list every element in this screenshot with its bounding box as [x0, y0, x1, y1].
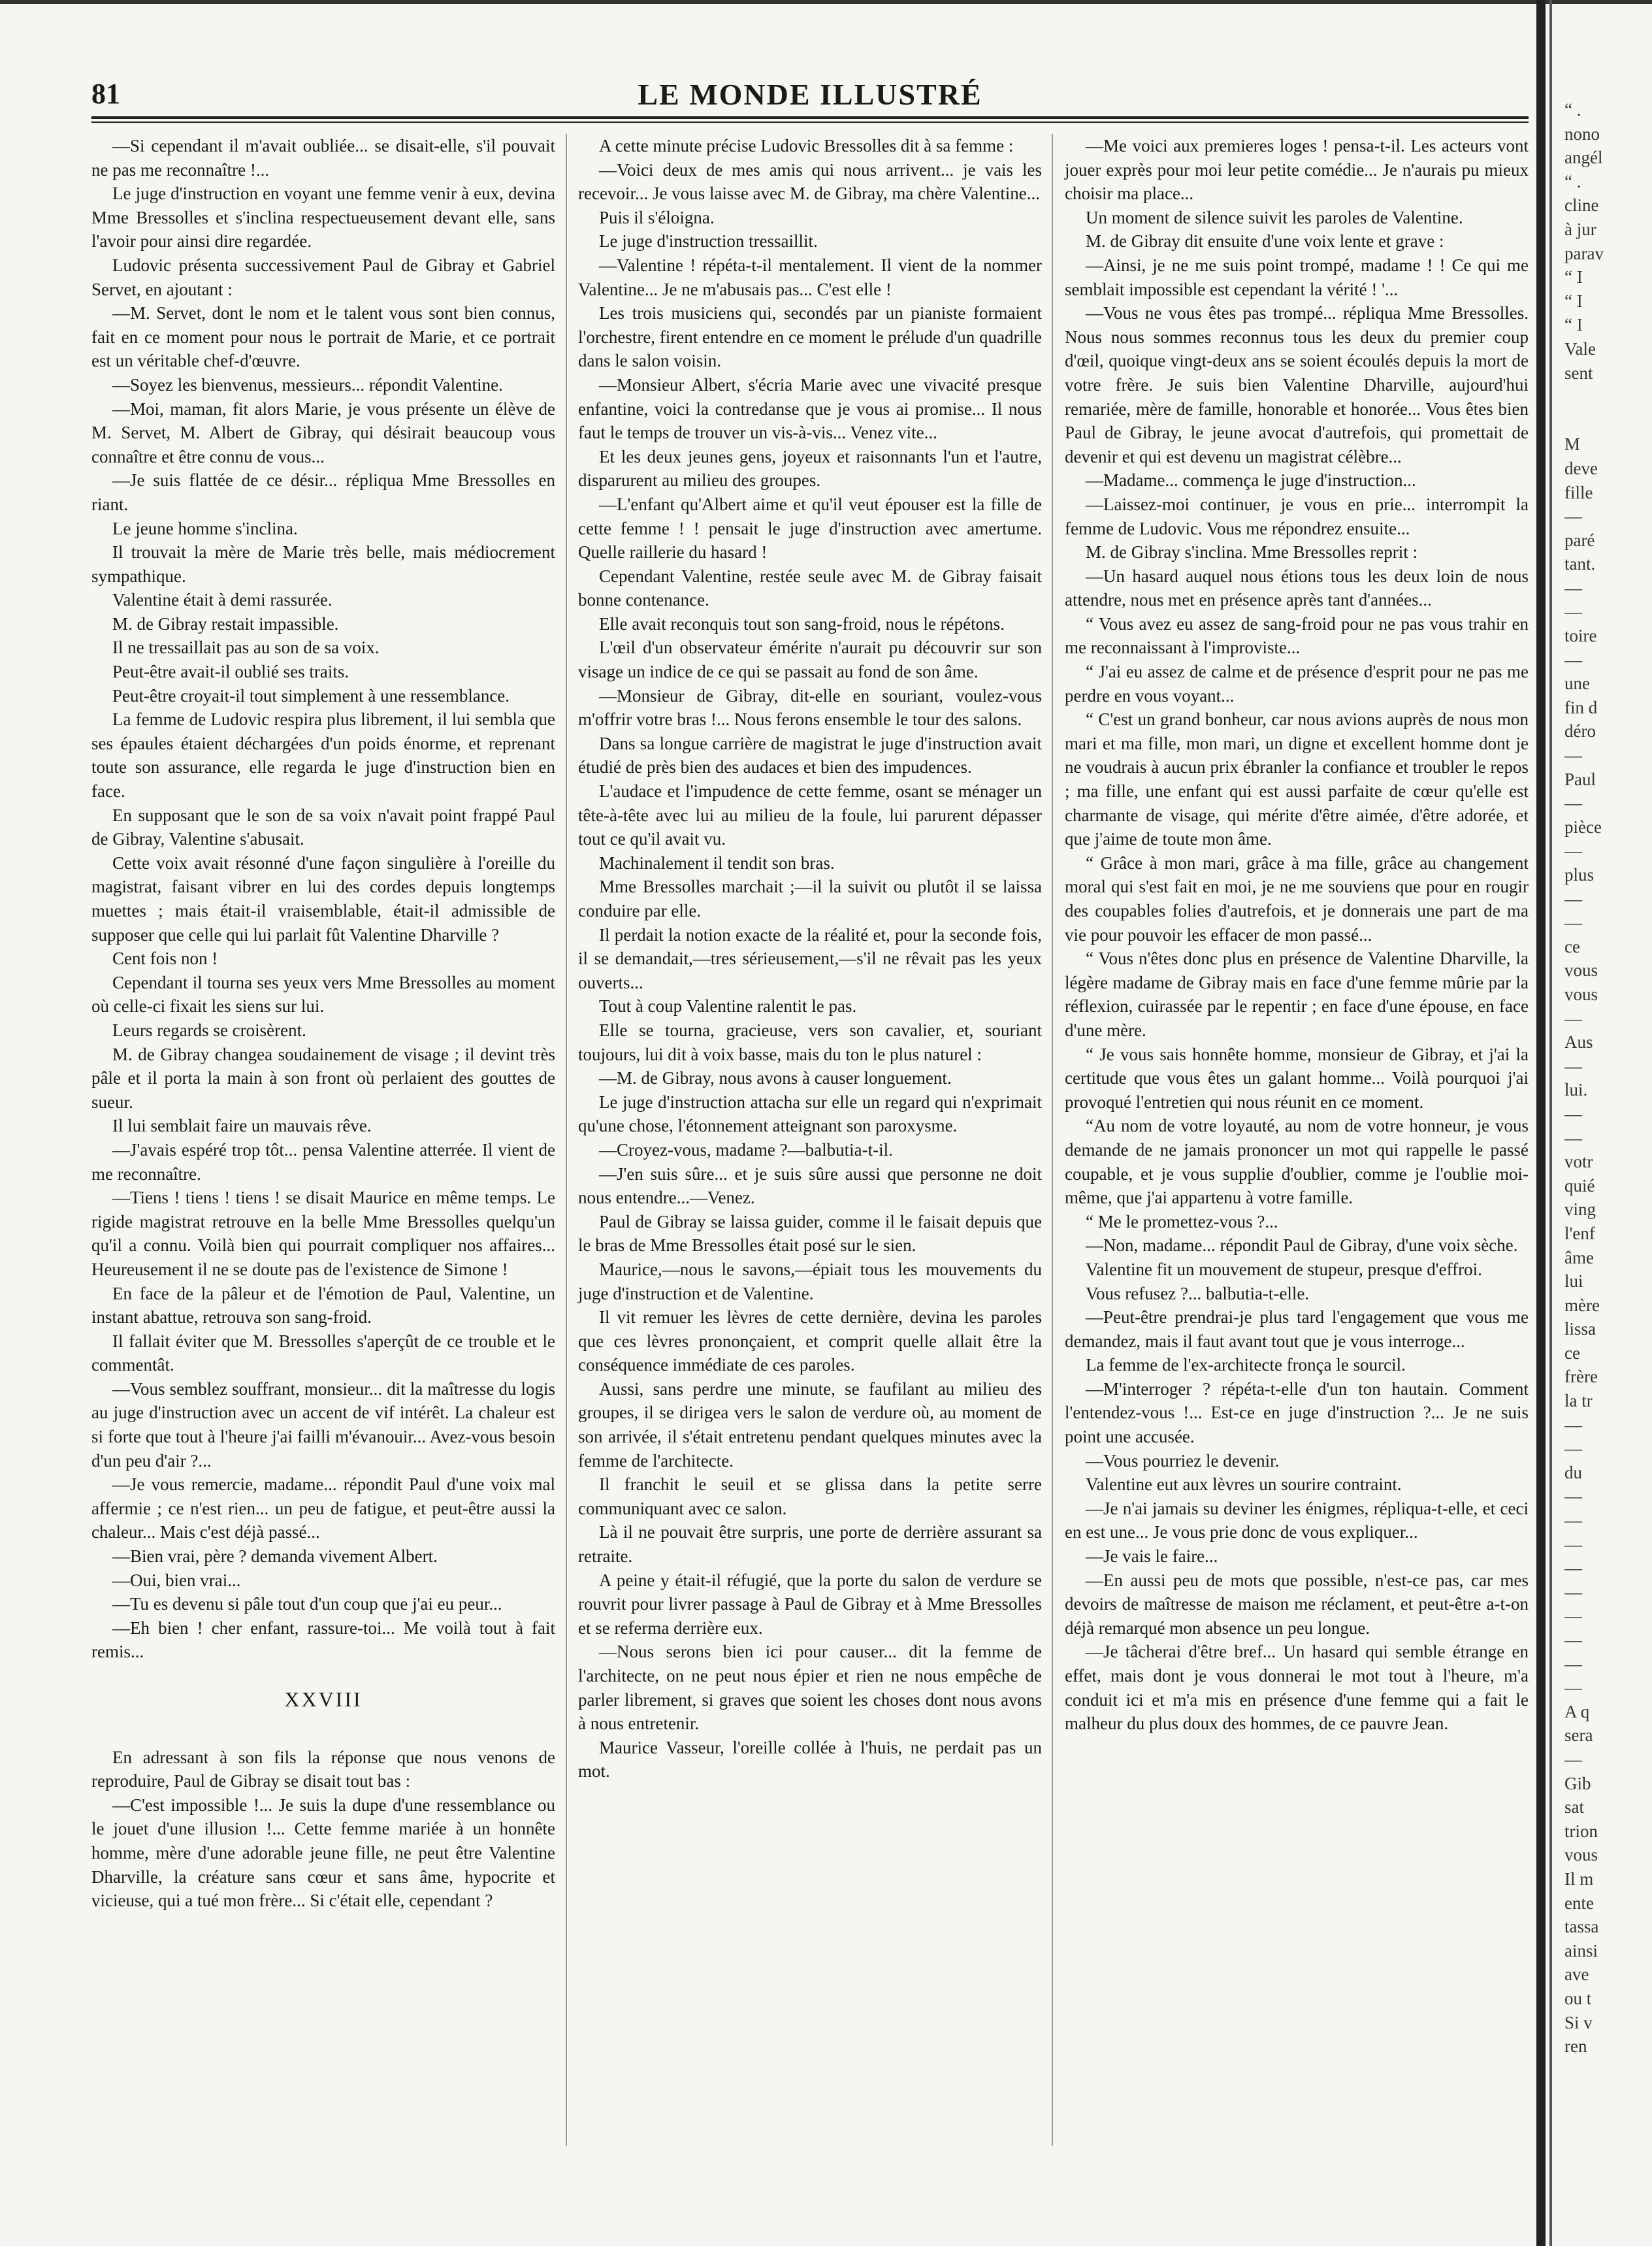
fragment-line: ving	[1564, 1199, 1596, 1220]
header-rule	[91, 116, 1529, 119]
paragraph: —Un hasard auquel nous étions tous les deux loin de nous attendre, nous met en présence après tant d'années...	[1065, 566, 1529, 610]
paragraph: —L'enfant qu'Albert aime et qu'il veut épouser est la fille de cette femme ! ! pensait le juge d'instruction avec amertume. Quelle raillerie du hasard !	[578, 494, 1042, 562]
fragment-line: sat	[1564, 1797, 1584, 1817]
paragraph: Cependant il tourna ses yeux vers Mme Bressolles au moment où celle-ci fixait les siens sur lui.	[91, 972, 555, 1017]
paragraph: —Peut-être prendrai-je plus tard l'engagement que vous me demandez, mais il faut avant tout que je vous interroge...	[1065, 1307, 1529, 1351]
fragment-line: —	[1564, 1439, 1582, 1459]
paragraph: Elle se tourna, gracieuse, vers son cavalier, et, souriant toujours, lui dit à voix basse, mais du ton le plus naturel :	[578, 1020, 1042, 1064]
paragraph: Puis il s'éloigna.	[599, 207, 715, 227]
fragment-line: —	[1564, 578, 1582, 598]
fragment-line: âme	[1564, 1247, 1594, 1267]
fragment-line: Il m	[1564, 1868, 1594, 1889]
paragraph: —J'en suis sûre... et je suis sûre aussi que personne ne doit nous entendre...—Venez.	[578, 1164, 1042, 1208]
fragment-line: Paul	[1564, 769, 1596, 789]
fragment-line: parav	[1564, 243, 1604, 263]
fragment-line: —	[1564, 649, 1582, 670]
fragment-line: —	[1564, 1653, 1582, 1674]
paragraph: Il perdait la notion exacte de la réalité et, pour la seconde fois, il se demandait,—tres sérieusement,—s'il ne rêvait pas les yeux ouverts...	[578, 924, 1042, 992]
paragraph: “Au nom de votre loyauté, au nom de votre honneur, je vous demande de ne jamais prononcer un mot qui rappelle le passé coupable, et je vous supplie d'oublier, comme je l'oublie moi-même, que j'ai appartenu à votre famille.	[1065, 1116, 1529, 1208]
fragment-line: angél	[1564, 148, 1603, 168]
paragraph: —Nous serons bien ici pour causer... dit la femme de l'architecte, on ne peut nous épier et rien ne nous empêche de parler librement, si graves que soient les choses dont nous avons à nous entretenir.	[578, 1642, 1042, 1734]
paragraph: Un moment de silence suivit les paroles de Valentine.	[1086, 207, 1463, 227]
paragraph: Il trouvait la mère de Marie très belle, mais médiocrement sympathique.	[91, 542, 555, 586]
paragraph: Il ne tressaillait pas au son de sa voix.	[112, 638, 380, 658]
fragment-line: lissa	[1564, 1319, 1596, 1339]
paragraph: Il lui semblait faire un mauvais rêve.	[112, 1116, 372, 1136]
fragment-line: —	[1564, 1128, 1582, 1148]
chapter-heading: XXVIII	[284, 1687, 363, 1711]
paragraph: —M. Servet, dont le nom et le talent vous sont bien connus, fait en ce moment pour nous le portrait de Marie, et ce portrait est un véritable chef-d'œuvre.	[91, 303, 555, 371]
fragment-line: vous	[1564, 960, 1598, 981]
paragraph: Machinalement il tendit son bras.	[599, 853, 835, 873]
paragraph: —Valentine ! répéta-t-il mentalement. Il vient de la nommer Valentine... Je ne m'abusais pas... C'est elle !	[578, 255, 1042, 299]
paragraph: Cependant Valentine, restée seule avec M. de Gibray faisait bonne contenance.	[578, 566, 1042, 610]
paragraph: La femme de Ludovic respira plus librement, il lui sembla que ses épaules étaient déchargées d'un poids énorme, et reprenant toute son assurance, elle regarda le juge d'instruction bien en face.	[91, 709, 555, 802]
fragment-line: Si v	[1564, 2012, 1593, 2032]
fragment-line: ce	[1564, 936, 1580, 956]
paragraph: —C'est impossible !... Je suis la dupe d'une ressemblance ou le jouet d'une illusion !... Cette femme mariée à un honnête homme, mère d'une adorable jeune fille, ne peut être Valentine Dharville, la créature sans cœur et sans âme, hypocrite et vicieuse, qui a tué mon frère... Si c'était elle, cependant ?	[91, 1795, 555, 1911]
fragment-line: du	[1564, 1462, 1582, 1482]
fragment-line: ente	[1564, 1893, 1594, 1913]
paragraph: —Vous pourriez le devenir.	[1086, 1450, 1280, 1471]
paragraph: Là il ne pouvait être surpris, une porte de derrière assurant sa retraite.	[578, 1522, 1042, 1567]
fragment-line: trion	[1564, 1821, 1598, 1841]
paragraph: L'audace et l'impudence de cette femme, osant se ménager un tête-à-tête avec lui au milieu de la foule, lui parurent dépasser tout ce qu'il avait vu.	[578, 781, 1042, 849]
fragment-line: —	[1564, 1510, 1582, 1531]
top-border	[0, 0, 1652, 4]
paragraph: —En aussi peu de mots que possible, n'est-ce pas, car mes devoirs de maîtresse de maison me réclament, et peut-être a-t-on déjà remarqué mon absence un peu longue.	[1065, 1570, 1529, 1638]
paragraph: Il vit remuer les lèvres de cette dernière, devina les paroles que ces lèvres prononçaient, et comprit quelle allait être la conséquence immédiate de ces paroles.	[578, 1307, 1042, 1375]
fragment-line: quié	[1564, 1175, 1595, 1196]
paragraph: Les trois musiciens qui, secondés par un pianiste formaient l'orchestre, firent entendre en ce moment le prélude d'un quadrille dans le salon voisin.	[578, 303, 1042, 371]
paragraph: “ Me le promettez-vous ?...	[1086, 1211, 1278, 1231]
paragraph: Paul de Gibray se laissa guider, comme il le faisait depuis que le bras de Mme Bressolles était posé sur le sien.	[578, 1211, 1042, 1256]
fragment-line: —	[1564, 1606, 1582, 1626]
fragment-line: —	[1564, 1582, 1582, 1602]
fragment-line: l'enf	[1564, 1223, 1595, 1243]
fragment-line: mère	[1564, 1295, 1600, 1315]
paragraph: M. de Gibray changea soudainement de visage ; il devint très pâle et il porta la main à son front où perlaient des gouttes de sueur.	[91, 1044, 555, 1112]
text-column-3	[1065, 134, 1529, 1736]
column-separator	[566, 134, 567, 2146]
fragment-line: toire	[1564, 626, 1597, 646]
paragraph: Cent fois non !	[112, 949, 218, 969]
paragraph: —Eh bien ! cher enfant, rassure-toi... Me voilà tout à fait remis...	[91, 1618, 555, 1662]
fragment-line: nono	[1564, 123, 1600, 144]
paragraph: —M. de Gibray, nous avons à causer longuement.	[599, 1068, 952, 1088]
paragraph: —Tiens ! tiens ! tiens ! se disait Maurice en même temps. Le rigide magistrat retrouve en la belle Mme Bressolles quelqu'un qu'il a connu. Voilà bien qui pourrait compliquer nos affaires... Heureusement il ne se doute pas de l'existence de Simone !	[91, 1188, 555, 1279]
paragraph: —Je vais le faire...	[1086, 1546, 1218, 1567]
paragraph: —Ainsi, je ne me suis point trompé, madame ! ! Ce qui me semblait impossible est cependant la vérité ! '...	[1065, 255, 1529, 299]
paragraph: Mme Bressolles marchait ;—il la suivit ou plutôt il se laissa conduire par elle.	[578, 877, 1042, 920]
paragraph: “ J'ai eu assez de calme et de présence d'esprit pour ne pas me perdre en vous voyant...	[1065, 662, 1529, 706]
fragment-line: “ I	[1564, 291, 1583, 311]
fragment-line: —	[1564, 1630, 1582, 1650]
paragraph: “ C'est un grand bonheur, car nous avions auprès de nous mon mari et ma fille, mon mari, un digne et excellent homme dont je ne voudrais à aucun prix ébranler la confiance et troubler le repos ; ma fille, une enfant qui est aussi parfaite de cœur qu'elle est charmante de visage, qui mérite d'être aimée, d'être adorée, et que j'aime de toute mon âme.	[1065, 709, 1529, 849]
fragment-line: —	[1564, 1103, 1582, 1124]
fragment-line: “ I	[1564, 315, 1583, 335]
fragment-line: sent	[1564, 363, 1593, 383]
paragraph: Le juge d'instruction en voyant une femme venir à eux, devina Mme Bressolles et s'inclina respectueusement devant elle, sans l'avoir pour ainsi dire regardée.	[91, 184, 555, 252]
paragraph: M. de Gibray s'inclina. Mme Bressolles reprit :	[1086, 542, 1418, 562]
paragraph: —Laissez-moi continuer, je vous en prie... interrompit la femme de Ludovic. Vous me répondrez ensuite...	[1065, 494, 1529, 538]
fragment-line: “ .	[1564, 100, 1581, 120]
page-number: 81	[91, 78, 120, 110]
fragment-line	[1564, 385, 1649, 409]
paragraph: Maurice Vasseur, l'oreille collée à l'huis, ne perdait pas un mot.	[578, 1737, 1042, 1782]
fragment-line: —	[1564, 1678, 1582, 1698]
paragraph: Et les deux jeunes gens, joyeux et raisonnants l'un et l'autre, disparurent au milieu des groupes.	[578, 446, 1042, 491]
paragraph: —Je tâcherai d'être bref... Un hasard qui semble étrange en effet, mais dont je vous donnerai le mot tout à l'heure, m'a conduit ici et m'a mis en présence d'une femme qui a fait le malheur du plus doux des hommes, de ce pauvre Jean.	[1065, 1642, 1529, 1734]
fragment-line: une	[1564, 674, 1590, 694]
paragraph: —Croyez-vous, madame ?—balbutia-t-il.	[599, 1139, 893, 1160]
fragment-line: —	[1564, 506, 1582, 527]
fragment-line: paré	[1564, 530, 1595, 550]
fragment-line: tassa	[1564, 1917, 1599, 1937]
paragraph: Dans sa longue carrière de magistrat le juge d'instruction avait étudié de près bien des audaces et bien des impudences.	[578, 733, 1042, 777]
paragraph: —Voici deux de mes amis qui nous arrivent... je vais les recevoir... Je vous laisse avec M. de Gibray, ma chère Valentine...	[578, 159, 1042, 204]
fragment-line: vous	[1564, 1845, 1598, 1865]
fragment-line	[1564, 409, 1649, 433]
paragraph: —Vous semblez souffrant, monsieur... dit la maîtresse du logis au juge d'instruction avec un accent de vif intérêt. La chaleur est si forte que tout à l'heure j'ai failli m'évanouir... Avez-vous besoin d'un peu d'air ?...	[91, 1378, 555, 1471]
paragraph: Il franchit le seuil et se glissa dans la petite serre communiquant avec ce salon.	[578, 1474, 1042, 1518]
text-column-2	[578, 134, 1042, 1783]
paragraph: —Moi, maman, fit alors Marie, je vous présente un élève de M. Servet, M. Albert de Gibray, qui désirait beaucoup vous connaître et être connu de vous...	[91, 399, 555, 466]
paragraph: —Je n'ai jamais su deviner les énigmes, répliqua-t-elle, et ceci en est une... Je vous prie donc de vous expliquer...	[1065, 1498, 1529, 1542]
fragment-line: —	[1564, 745, 1582, 766]
paragraph: —Bien vrai, père ? demanda vivement Albert.	[112, 1546, 438, 1567]
fragment-line: —	[1564, 913, 1582, 933]
paragraph: —Oui, bien vrai...	[112, 1570, 241, 1590]
paragraph: En adressant à son fils la réponse que nous venons de reproduire, Paul de Gibray se disait tout bas :	[91, 1747, 555, 1791]
paragraph: Valentine fit un mouvement de stupeur, presque d'effroi.	[1086, 1259, 1482, 1279]
fragment-line: —	[1564, 1534, 1582, 1554]
journal-title: LE MONDE ILLUSTRÉ	[638, 78, 982, 111]
paragraph: L'œil d'un observateur émérite n'aurait pu découvrir sur son visage un indice de ce qui se passait au fond de son âme.	[578, 638, 1042, 682]
fragment-line: Vale	[1564, 338, 1596, 359]
paragraph: —Je suis flattée de ce désir... répliqua Mme Bressolles en riant.	[91, 470, 555, 514]
paragraph: —Si cependant il m'avait oubliée... se disait-elle, s'il pouvait ne pas me reconnaître !...	[91, 136, 555, 180]
binding-edge	[1536, 0, 1546, 2246]
paragraph: A cette minute précise Ludovic Bressolles dit à sa femme :	[599, 136, 1014, 155]
fragment-line: à jur	[1564, 219, 1596, 239]
fragment-line: —	[1564, 1486, 1582, 1506]
fragment-line: —	[1564, 1749, 1582, 1769]
paragraph: —Me voici aux premieres loges ! pensa-t-il. Les acteurs vont jouer exprès pour moi leur petite comédie... Je n'aurais pu mieux choisir ma place...	[1065, 136, 1529, 204]
paragraph: —Tu es devenu si pâle tout d'un coup que j'ai eu peur...	[112, 1594, 502, 1614]
paragraph: Vous refusez ?... balbutia-t-elle.	[1086, 1283, 1310, 1303]
fragment-line: frère	[1564, 1367, 1598, 1387]
header-rule-thin	[91, 122, 1529, 123]
paragraph: Le juge d'instruction tressaillit.	[599, 231, 818, 252]
fragment-line: cline	[1564, 195, 1599, 216]
fragment-line: —	[1564, 1056, 1582, 1076]
paragraph: “ Grâce à mon mari, grâce à ma fille, grâce au changement moral qui s'est fait en moi, je ne me souviens que pour en rougir des coupables folies d'autrefois, et je donnerais une part de ma vie pour pouvoir les effacer de mon passé...	[1065, 853, 1529, 945]
fragment-line: Gib	[1564, 1773, 1591, 1793]
fragment-line: —	[1564, 1414, 1582, 1435]
paragraph: —Monsieur Albert, s'écria Marie avec une vivacité presque enfantine, voici la contredanse que je vous ai promise... Il nous faut le temps de trouver un vis-à-vis... Venez vite...	[578, 374, 1042, 443]
paragraph: —M'interroger ? répéta-t-elle d'un ton hautain. Comment l'entendez-vous !... Est-ce en juge d'instruction ?... Je ne suis point une accusée.	[1065, 1378, 1529, 1447]
fragment-line: ou t	[1564, 1988, 1592, 2008]
fragment-line: ce	[1564, 1343, 1580, 1363]
fragment-line: “ I	[1564, 267, 1583, 287]
fragment-line: M	[1564, 434, 1581, 455]
fragment-line: déro	[1564, 721, 1596, 741]
fragment-line: Aus	[1564, 1032, 1593, 1052]
fragment-line: “ .	[1564, 171, 1581, 191]
fragment-line: —	[1564, 793, 1582, 813]
fragment-line: votr	[1564, 1152, 1593, 1172]
paragraph: —J'avais espéré trop tôt... pensa Valentine atterrée. Il vient de me reconnaître.	[91, 1139, 555, 1184]
paragraph: Cette voix avait résonné d'une façon singulière à l'oreille du magistrat, faisant vibrer en lui des cordes depuis longtemps muettes ; mais était-il vraisemblable, était-il admissible de supposer que celle qui lui parlait fût Valentine Dharville ?	[91, 853, 555, 945]
fragment-line: —	[1564, 1008, 1582, 1028]
fragment-line: fin d	[1564, 697, 1598, 717]
paragraph: “ Je vous sais honnête homme, monsieur de Gibray, et j'ai la certitude que vous êtes un galant homme... Voilà pourquoi j'ai provoqué l'entretien qui nous réunit en ce moment.	[1065, 1044, 1529, 1112]
paragraph: Elle avait reconquis tout son sang-froid, nous le répétons.	[599, 613, 1005, 634]
fragment-line: ave	[1564, 1964, 1589, 1985]
paragraph: Valentine eut aux lèvres un sourire contraint.	[1086, 1474, 1402, 1495]
fragment-line: sera	[1564, 1725, 1593, 1746]
paragraph: —Madame... commença le juge d'instruction...	[1086, 470, 1416, 491]
paragraph: Maurice,—nous le savons,—épiait tous les mouvements du juge d'instruction et de Valentine.	[578, 1259, 1042, 1303]
fragment-line: tant.	[1564, 554, 1596, 574]
fragment-line: plus	[1564, 865, 1595, 885]
paragraph: —Je vous remercie, madame... répondit Paul d'une voix mal affermie ; ce n'est rien... un peu de fatigue, et peut-être aussi la chaleur... Mais c'est déjà passé...	[91, 1474, 555, 1542]
fragment-line: —	[1564, 888, 1582, 909]
fragment-line: lui.	[1564, 1080, 1588, 1100]
paragraph: —Monsieur de Gibray, dit-elle en souriant, voulez-vous m'offrir votre bras !... Nous ferons ensemble le tour des salons.	[578, 685, 1042, 730]
fragment-line: ainsi	[1564, 1940, 1598, 1961]
paragraph: Leurs regards se croisèrent.	[112, 1020, 306, 1040]
paragraph: —Vous ne vous êtes pas trompé... répliqua Mme Bressolles. Nous nous sommes reconnus tous les deux du premier coup d'œil, quoique vingt-deux ans se soient écoulés depuis la mort de votre frère. Je suis bien Valentine Dharville, aujourd'hui remariée, mère de famille, honorable et honorée... Vous êtes bien Paul de Gibray, le jeune avocat d'autrefois, qui promettait de devenir et qui est devenu un magistrat célèbre...	[1065, 303, 1529, 466]
fragment-line: lui	[1564, 1271, 1583, 1292]
paragraph: Tout à coup Valentine ralentit le pas.	[599, 996, 857, 1017]
fragment-line: vous	[1564, 984, 1598, 1004]
paragraph: Ludovic présenta successivement Paul de Gibray et Gabriel Servet, en ajoutant :	[91, 255, 555, 299]
column-separator	[1052, 134, 1053, 2146]
paragraph: A peine y était-il réfugié, que la porte du salon de verdure se rouvrit pour livrer passage à Paul de Gibray et à Mme Bressolles et se referma derrière eux.	[578, 1570, 1042, 1638]
paragraph: —Non, madame... répondit Paul de Gibray, d'une voix sèche.	[1086, 1235, 1518, 1256]
fragment-line: fille	[1564, 482, 1593, 502]
paragraph: Le jeune homme s'inclina.	[112, 518, 298, 538]
fragment-line: —	[1564, 602, 1582, 622]
fragment-line: —	[1564, 1558, 1582, 1578]
paragraph: “ Vous avez eu assez de sang-froid pour ne pas vous trahir en me reconnaissant à l'improviste...	[1065, 613, 1529, 658]
paragraph: —Soyez les bienvenus, messieurs... répondit Valentine.	[112, 374, 503, 395]
binding-edge-thin	[1549, 0, 1552, 2246]
text-column-1	[91, 134, 555, 1913]
paragraph: Aussi, sans perdre une minute, se faufilant au milieu des groupes, il se dirigea vers le salon de verdure où, au moment de son arrivée, il s'était entretenu pendant quelques minutes avec la femme de l'architecte.	[578, 1378, 1042, 1471]
paragraph: La femme de l'ex-architecte fronça le sourcil.	[1086, 1355, 1406, 1375]
paragraph: M. de Gibray dit ensuite d'une voix lente et grave :	[1086, 231, 1444, 252]
fragment-line: ren	[1564, 2036, 1587, 2057]
paragraph: Le juge d'instruction attacha sur elle un regard qui n'exprimait qu'une chose, l'étonnement atteignant son paroxysme.	[578, 1092, 1042, 1136]
paragraph: En supposant que le son de sa voix n'avait point frappé Paul de Gibray, Valentine s'abusait.	[91, 805, 555, 849]
fragment-line: —	[1564, 841, 1582, 861]
fragment-line: A q	[1564, 1701, 1590, 1721]
paragraph: Peut-être croyait-il tout simplement à une ressemblance.	[112, 685, 510, 706]
fragment-line: la tr	[1564, 1391, 1593, 1411]
fragment-line: deve	[1564, 458, 1598, 478]
paragraph: M. de Gibray restait impassible.	[112, 613, 339, 634]
paragraph: “ Vous n'êtes donc plus en présence de Valentine Dharville, la légère madame de Gibray mais en face d'une femme mûrie par la réflexion, cuirassée par le repentir ; en face d'une épouse, en face d'une mère.	[1065, 949, 1529, 1040]
fragment-line: pièce	[1564, 817, 1602, 837]
paragraph: Valentine était à demi rassurée.	[112, 590, 332, 610]
paragraph: Il fallait éviter que M. Bressolles s'aperçût de ce trouble et le commentât.	[91, 1331, 555, 1375]
next-page-fragment	[1564, 98, 1649, 2059]
paragraph: En face de la pâleur et de l'émotion de Paul, Valentine, un instant abattue, retrouva son sang-froid.	[91, 1283, 555, 1327]
paragraph: Peut-être avait-il oublié ses traits.	[112, 662, 349, 682]
